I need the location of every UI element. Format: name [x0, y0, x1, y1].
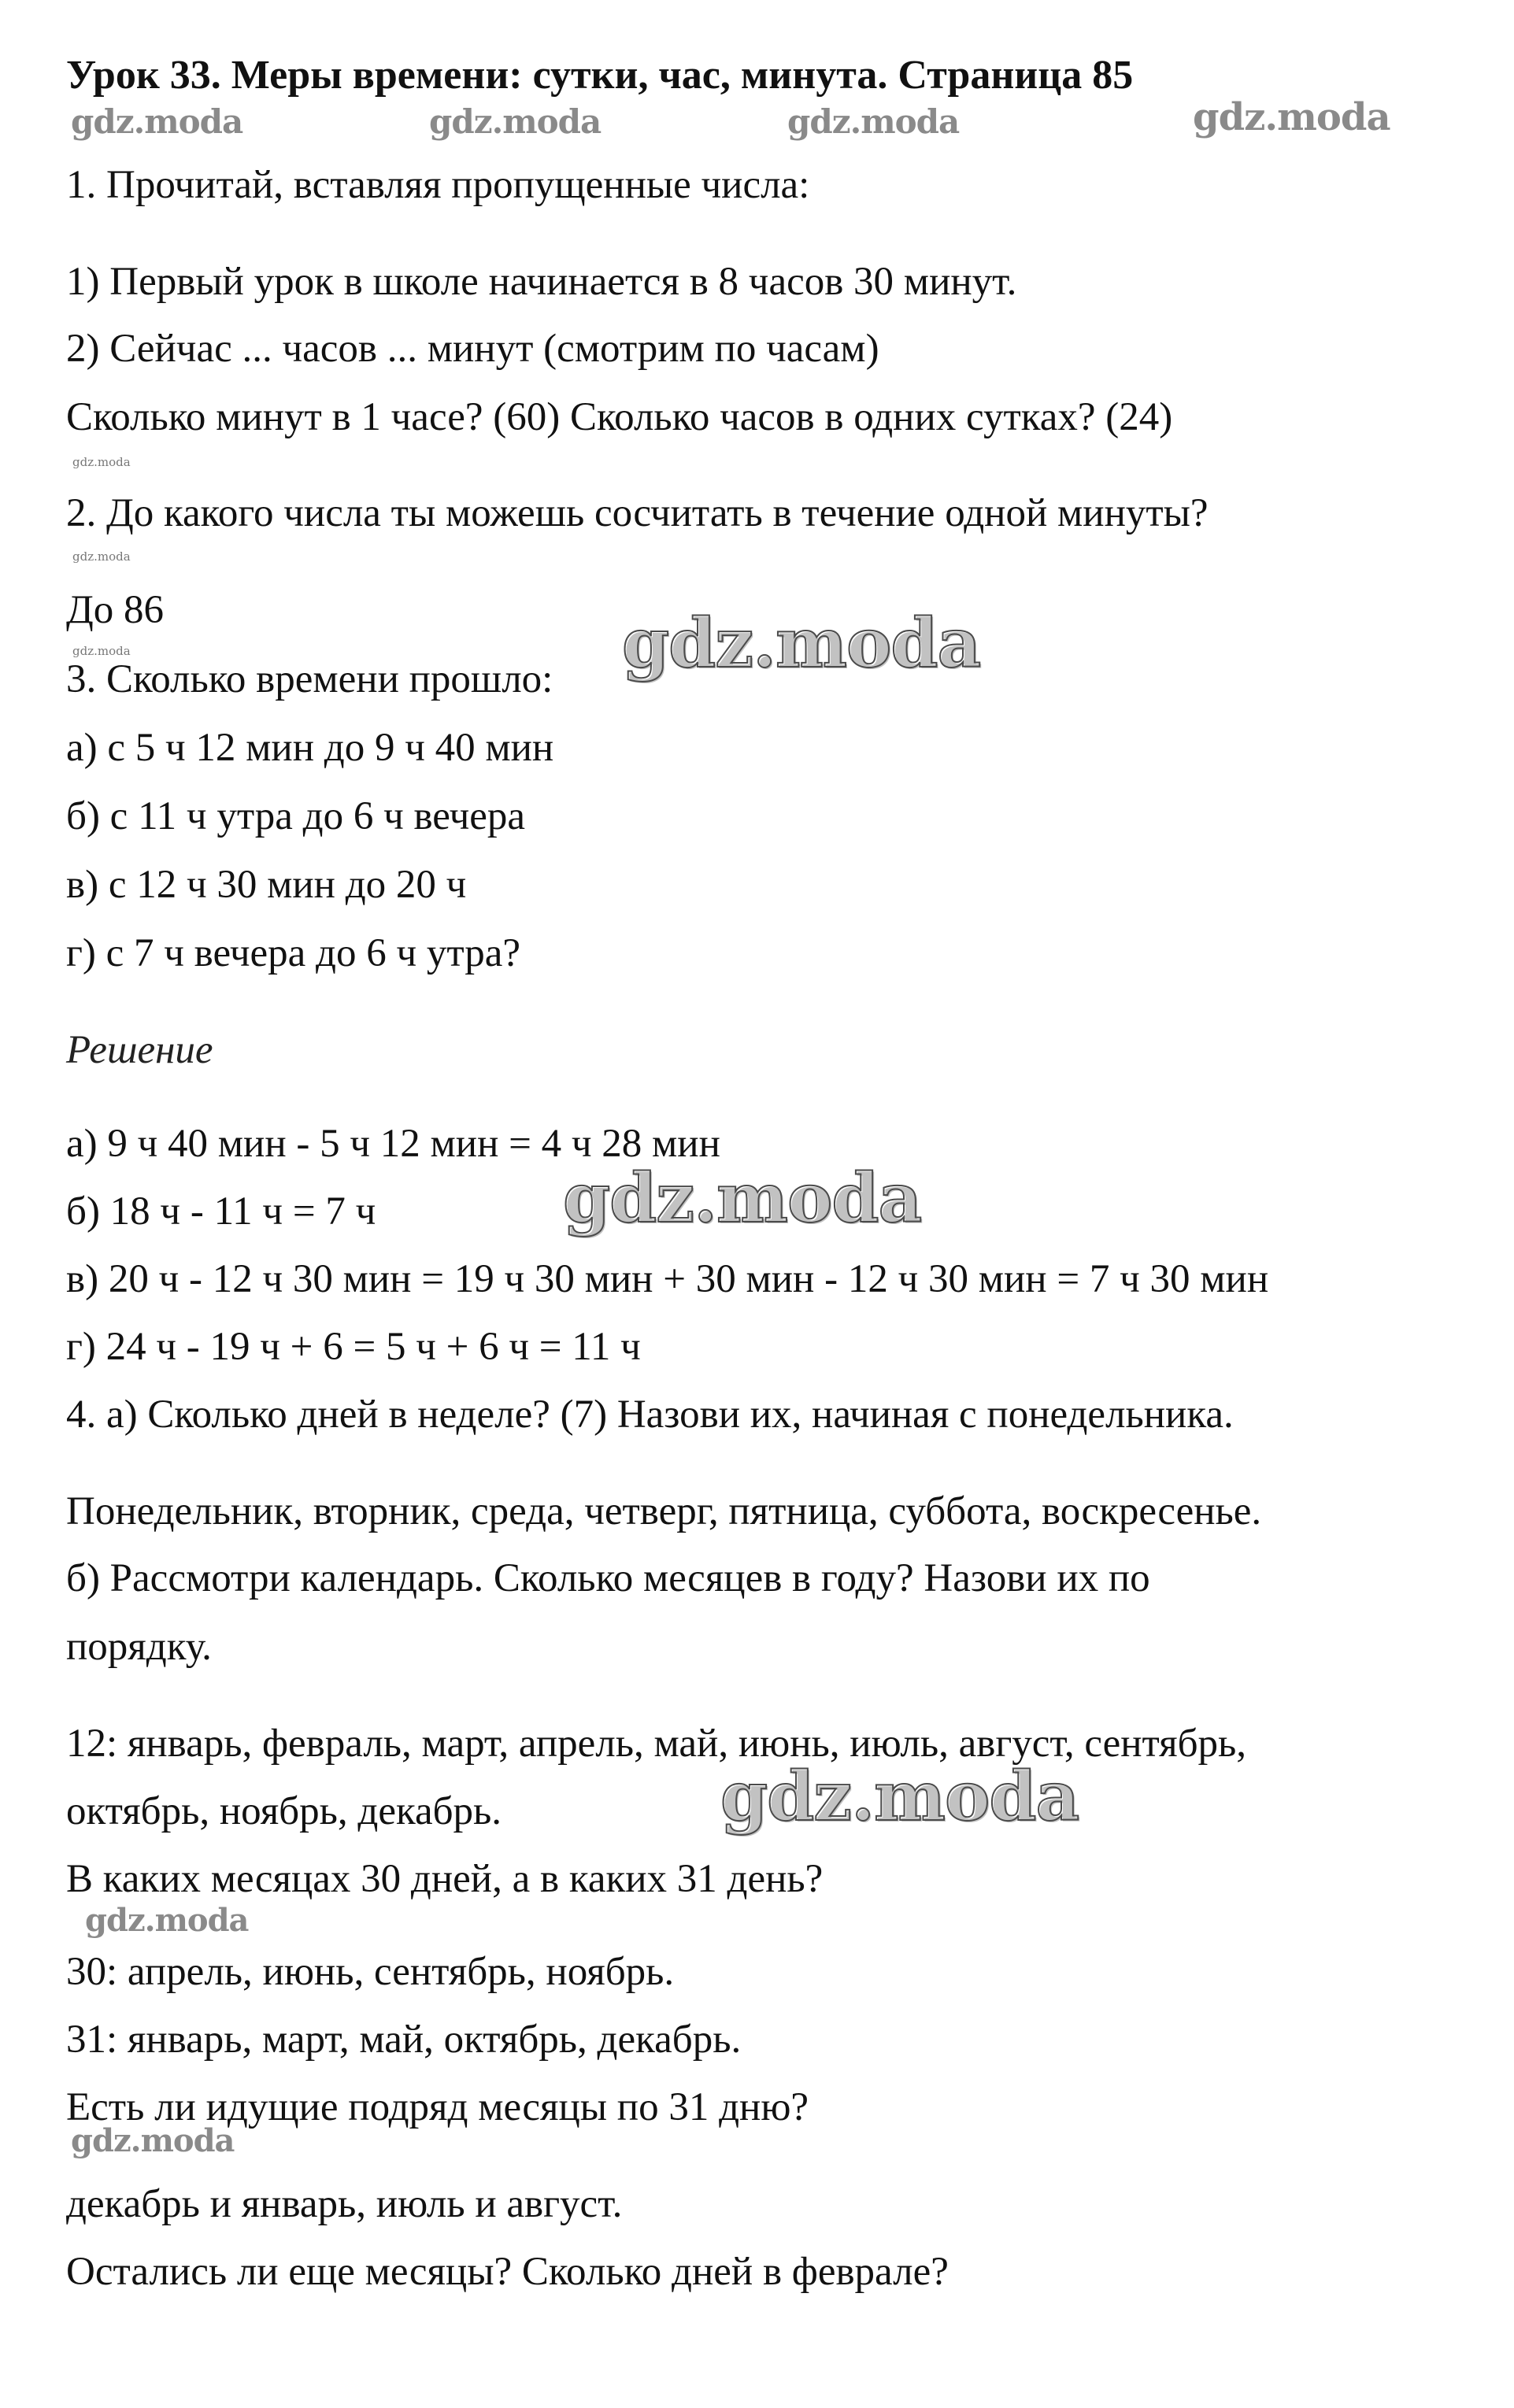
task3-item-c: в) с 12 ч 30 мин до 20 ч [66, 863, 467, 907]
watermark: gdz.moda [71, 2122, 235, 2159]
watermark-large: gdz.moda [720, 1757, 1079, 1837]
watermark: gdz.moda [72, 549, 131, 564]
watermark: gdz.moda [72, 455, 131, 469]
watermark: gdz.moda [72, 644, 131, 658]
answer-consecutive: декабрь и январь, июль и август. [66, 2182, 623, 2226]
answer-30: 30: апрель, июнь, сентябрь, ноябрь. [66, 1950, 675, 1994]
answer-31: 31: январь, март, май, октябрь, декабрь. [66, 2018, 742, 2062]
solution-d: г) 24 ч - 19 ч + 6 = 5 ч + 6 ч = 11 ч [66, 1325, 641, 1369]
task4-a-question: 4. а) Сколько дней в неделе? (7) Назови их, начиная с понедельника. [66, 1393, 1234, 1437]
task4-b-question-line1: б) Рассмотри календарь. Сколько месяцев в году? Назови их по [66, 1556, 1150, 1600]
task1-line1: 1) Первый урок в школе начинается в 8 часов 30 минут. [66, 260, 1017, 304]
watermark: gdz.moda [85, 1902, 249, 1939]
task2-answer: До 86 [66, 588, 165, 632]
task3-item-a: а) с 5 ч 12 мин до 9 ч 40 мин [66, 726, 554, 770]
task1-line2: 2) Сейчас ... часов ... минут (смотрим по часам) [66, 327, 879, 371]
question-remaining: Остались ли еще месяцы? Сколько дней в феврале? [66, 2250, 949, 2294]
question-consecutive: Есть ли идущие подряд месяцы по 31 дню? [66, 2085, 809, 2129]
solution-a: а) 9 ч 40 мин - 5 ч 12 мин = 4 ч 28 мин [66, 1122, 720, 1166]
task4-a-answer: Понедельник, вторник, среда, четверг, пятница, суббота, воскресенье. [66, 1489, 1262, 1533]
watermark: gdz.moda [1193, 95, 1390, 139]
question-30-31: В каких месяцах 30 дней, а в каких 31 день? [66, 1857, 824, 1901]
task3-item-d: г) с 7 ч вечера до 6 ч утра? [66, 931, 521, 975]
task1-line3: Сколько минут в 1 часе? (60) Сколько часов в одних сутках? (24) [66, 395, 1173, 439]
page-title: Урок 33. Меры времени: сутки, час, минута. Страница 85 [66, 53, 1134, 98]
solution-label: Решение [66, 1028, 213, 1072]
watermark: gdz.moda [71, 102, 243, 141]
task3-heading: 3. Сколько времени прошло: [66, 657, 553, 701]
task2-heading: 2. До какого числа ты можешь сосчитать в течение одной минуты? [66, 491, 1209, 535]
watermark: gdz.moda [429, 102, 602, 141]
task4-b-answer-line1: 12: январь, февраль, март, апрель, май, июнь, июль, август, сентябрь, [66, 1722, 1247, 1766]
task1-heading: 1. Прочитай, вставляя пропущенные числа: [66, 163, 810, 207]
task4-b-question-line2: порядку. [66, 1625, 212, 1669]
task4-b-answer-line2: октябрь, ноябрь, декабрь. [66, 1789, 502, 1833]
solution-c: в) 20 ч - 12 ч 30 мин = 19 ч 30 мин + 30 мин - 12 ч 30 мин = 7 ч 30 мин [66, 1257, 1269, 1301]
watermark: gdz.moda [787, 102, 960, 141]
task3-item-b: б) с 11 ч утра до 6 ч вечера [66, 794, 526, 838]
solution-b: б) 18 ч - 11 ч = 7 ч [66, 1189, 376, 1234]
watermark-large: gdz.moda [622, 604, 981, 683]
watermark-large: gdz.moda [563, 1159, 922, 1238]
